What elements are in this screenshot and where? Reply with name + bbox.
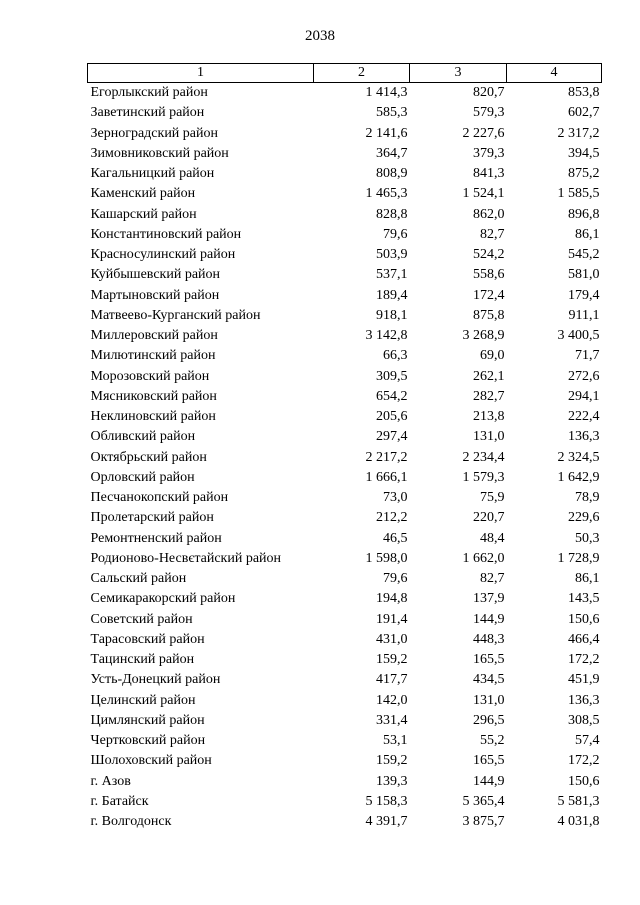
value-cell-col-4: 5 581,3 xyxy=(557,793,600,809)
value-cell-col-3: 1 579,3 xyxy=(462,469,505,485)
district-name-cell: Орловский район xyxy=(90,469,195,485)
value-cell-col-4: 222,4 xyxy=(568,409,600,425)
page-number: 2038 xyxy=(305,28,335,44)
table-header xyxy=(88,64,602,83)
value-cell-col-2: 46,5 xyxy=(383,530,408,546)
value-cell-col-3: 524,2 xyxy=(473,247,505,263)
table-row xyxy=(88,772,602,792)
district-name-cell: Мартыновский район xyxy=(90,287,220,303)
value-cell-col-2: 3 142,8 xyxy=(365,328,408,344)
table-row xyxy=(88,286,602,306)
value-cell-col-2: 53,1 xyxy=(383,733,408,749)
district-name-cell: Тацинский район xyxy=(90,652,195,668)
value-cell-col-4: 3 400,5 xyxy=(557,328,600,344)
value-cell-col-2: 2 141,6 xyxy=(365,125,408,141)
value-cell-col-2: 5 158,3 xyxy=(365,793,408,809)
value-cell-col-2: 139,3 xyxy=(376,773,408,789)
district-name-cell: Егорлыкский район xyxy=(90,85,208,101)
value-cell-col-4: 853,8 xyxy=(568,85,600,101)
value-cell-col-2: 1 598,0 xyxy=(365,550,408,566)
value-cell-col-4: 136,3 xyxy=(568,692,600,708)
value-cell-col-2: 654,2 xyxy=(376,388,408,404)
table-row xyxy=(88,367,602,387)
value-cell-col-2: 1 465,3 xyxy=(365,186,408,202)
value-cell-col-3: 82,7 xyxy=(480,571,505,587)
value-cell-col-4: 4 031,8 xyxy=(557,814,600,830)
table-row xyxy=(88,529,602,549)
value-cell-col-2: 189,4 xyxy=(376,287,408,303)
value-cell-col-4: 1 642,9 xyxy=(557,469,600,485)
value-cell-col-3: 75,9 xyxy=(480,490,505,506)
value-cell-col-2: 309,5 xyxy=(376,368,408,384)
table-row xyxy=(88,691,602,711)
table-row xyxy=(88,610,602,630)
district-name-cell: Мясниковский район xyxy=(90,388,217,404)
value-cell-col-3: 172,4 xyxy=(473,287,505,303)
value-cell-col-3: 3 268,9 xyxy=(462,328,505,344)
value-cell-col-4: 896,8 xyxy=(568,206,600,222)
table-row xyxy=(88,83,602,104)
table-row xyxy=(88,751,602,771)
value-cell-col-4: 602,7 xyxy=(568,105,600,121)
value-cell-col-4: 545,2 xyxy=(568,247,600,263)
value-cell-col-4: 1 728,9 xyxy=(557,550,600,566)
table-row xyxy=(88,103,602,123)
table-row xyxy=(88,306,602,326)
value-cell-col-4: 78,9 xyxy=(575,490,600,506)
value-cell-col-2: 364,7 xyxy=(376,145,408,161)
value-cell-col-4: 581,0 xyxy=(568,267,600,283)
value-cell-col-4: 71,7 xyxy=(575,348,600,364)
value-cell-col-4: 86,1 xyxy=(575,571,600,587)
value-cell-col-4: 143,5 xyxy=(568,591,600,607)
value-cell-col-4: 1 585,5 xyxy=(557,186,600,202)
value-cell-col-4: 179,4 xyxy=(568,287,600,303)
value-cell-col-2: 503,9 xyxy=(376,247,408,263)
value-cell-col-4: 57,4 xyxy=(575,733,600,749)
value-cell-col-3: 69,0 xyxy=(480,348,505,364)
table-row xyxy=(88,508,602,528)
value-cell-col-3: 379,3 xyxy=(473,145,505,161)
district-name-cell: Семикаракорский район xyxy=(90,591,236,607)
value-cell-col-3: 82,7 xyxy=(480,226,505,242)
table-body xyxy=(88,83,602,833)
table-row xyxy=(88,731,602,751)
table-row xyxy=(88,792,602,812)
value-cell-col-3: 1 662,0 xyxy=(462,550,505,566)
district-name-cell: Цимлянский район xyxy=(90,712,205,728)
table-row xyxy=(88,407,602,427)
district-name-cell: Зимовниковский район xyxy=(90,145,229,161)
district-name-cell: Усть-Донецкий район xyxy=(90,672,221,688)
value-cell-col-3: 3 875,7 xyxy=(462,814,505,830)
value-cell-col-2: 2 217,2 xyxy=(365,449,408,465)
table-row xyxy=(88,265,602,285)
value-cell-col-4: 172,2 xyxy=(568,753,600,769)
table-row xyxy=(88,488,602,508)
value-cell-col-3: 820,7 xyxy=(473,85,505,101)
value-cell-col-3: 296,5 xyxy=(473,712,505,728)
value-cell-col-2: 808,9 xyxy=(376,166,408,182)
value-cell-col-3: 875,8 xyxy=(473,307,505,323)
value-cell-col-2: 79,6 xyxy=(383,226,408,242)
value-cell-col-2: 331,4 xyxy=(376,712,408,728)
table-row xyxy=(88,711,602,731)
district-name-cell: г. Батайск xyxy=(90,793,149,809)
table-row xyxy=(88,427,602,447)
district-name-cell: Зерноградский район xyxy=(90,125,218,141)
table-row xyxy=(88,812,602,832)
district-name-cell: г. Азов xyxy=(90,773,131,789)
value-cell-col-2: 159,2 xyxy=(376,652,408,668)
column-header-1: 1 xyxy=(88,64,314,83)
value-cell-col-3: 165,5 xyxy=(473,652,505,668)
district-name-cell: Милютинский район xyxy=(90,348,216,364)
table-row xyxy=(88,589,602,609)
district-name-cell: Кашарский район xyxy=(90,206,197,222)
value-cell-col-4: 294,1 xyxy=(568,388,600,404)
value-cell-col-3: 262,1 xyxy=(473,368,505,384)
value-cell-col-4: 136,3 xyxy=(568,429,600,445)
value-cell-col-3: 144,9 xyxy=(473,611,505,627)
value-cell-col-3: 220,7 xyxy=(473,510,505,526)
value-cell-col-3: 144,9 xyxy=(473,773,505,789)
value-cell-col-2: 194,8 xyxy=(376,591,408,607)
table-row xyxy=(88,670,602,690)
value-cell-col-3: 5 365,4 xyxy=(462,793,505,809)
value-cell-col-4: 451,9 xyxy=(568,672,600,688)
value-cell-col-3: 862,0 xyxy=(473,206,505,222)
value-cell-col-4: 150,6 xyxy=(568,773,600,789)
value-cell-col-3: 131,0 xyxy=(473,429,505,445)
value-cell-col-3: 841,3 xyxy=(473,166,505,182)
table-row xyxy=(88,346,602,366)
value-cell-col-4: 50,3 xyxy=(575,530,600,546)
district-name-cell: Неклиновский район xyxy=(90,409,216,425)
value-cell-col-2: 212,2 xyxy=(376,510,408,526)
district-name-cell: Каменский район xyxy=(90,186,196,202)
value-cell-col-2: 537,1 xyxy=(376,267,408,283)
value-cell-col-3: 1 524,1 xyxy=(462,186,505,202)
table-row xyxy=(88,468,602,488)
value-cell-col-4: 875,2 xyxy=(568,166,600,182)
value-cell-col-2: 417,7 xyxy=(376,672,408,688)
value-cell-col-2: 4 391,7 xyxy=(365,814,408,830)
value-cell-col-3: 48,4 xyxy=(480,530,505,546)
value-cell-col-4: 150,6 xyxy=(568,611,600,627)
value-cell-col-4: 308,5 xyxy=(568,712,600,728)
table-row xyxy=(88,184,602,204)
table-row xyxy=(88,630,602,650)
value-cell-col-3: 131,0 xyxy=(473,692,505,708)
value-cell-col-4: 911,1 xyxy=(568,307,600,323)
value-cell-col-2: 66,3 xyxy=(383,348,408,364)
district-name-cell: Заветинский район xyxy=(90,105,205,121)
district-name-cell: Обливский район xyxy=(90,429,196,445)
value-cell-col-2: 159,2 xyxy=(376,753,408,769)
district-name-cell: Куйбышевский район xyxy=(90,267,221,283)
value-cell-col-2: 73,0 xyxy=(383,490,408,506)
value-cell-col-2: 1 414,3 xyxy=(365,85,408,101)
value-cell-col-3: 282,7 xyxy=(473,388,505,404)
value-cell-col-4: 394,5 xyxy=(568,145,600,161)
district-name-cell: Шолоховский район xyxy=(90,753,212,769)
value-cell-col-4: 466,4 xyxy=(568,631,600,647)
value-cell-col-4: 2 324,5 xyxy=(557,449,600,465)
district-name-cell: Морозовский район xyxy=(90,368,210,384)
header-row xyxy=(88,64,602,83)
district-name-cell: Октябрьский район xyxy=(90,449,207,465)
district-name-cell: Кагальницкий район xyxy=(90,166,215,182)
district-name-cell: Чертковский район xyxy=(90,733,206,749)
value-cell-col-2: 297,4 xyxy=(376,429,408,445)
table-row xyxy=(88,448,602,468)
district-name-cell: Советский район xyxy=(90,611,193,627)
value-cell-col-2: 79,6 xyxy=(383,571,408,587)
value-cell-col-2: 828,8 xyxy=(376,206,408,222)
table-row xyxy=(88,225,602,245)
value-cell-col-3: 448,3 xyxy=(473,631,505,647)
value-cell-col-3: 434,5 xyxy=(473,672,505,688)
value-cell-col-3: 2 234,4 xyxy=(462,449,505,465)
value-cell-col-3: 2 227,6 xyxy=(462,125,505,141)
district-name-cell: Целинский район xyxy=(90,692,196,708)
value-cell-col-2: 1 666,1 xyxy=(365,469,408,485)
value-cell-col-2: 431,0 xyxy=(376,631,408,647)
table-row xyxy=(88,650,602,670)
district-name-cell: Константиновский район xyxy=(90,226,242,242)
value-cell-col-3: 213,8 xyxy=(473,409,505,425)
district-name-cell: Песчанокопский район xyxy=(90,490,229,506)
table-row xyxy=(88,549,602,569)
value-cell-col-4: 272,6 xyxy=(568,368,600,384)
district-name-cell: Тарасовский район xyxy=(90,631,205,647)
value-cell-col-2: 191,4 xyxy=(376,611,408,627)
table-row xyxy=(88,326,602,346)
value-cell-col-2: 585,3 xyxy=(376,105,408,121)
table-row xyxy=(88,164,602,184)
district-name-cell: Сальский район xyxy=(90,571,187,587)
district-name-cell: Красносулинский район xyxy=(90,247,236,263)
district-name-cell: г. Волгодонск xyxy=(90,814,172,830)
data-table xyxy=(87,63,602,832)
district-name-cell: Пролетарский район xyxy=(90,510,214,526)
table-row xyxy=(88,387,602,407)
value-cell-col-3: 55,2 xyxy=(480,733,505,749)
table-row xyxy=(88,124,602,144)
district-name-cell: Родионово-Несвєтайский район xyxy=(90,550,282,566)
value-cell-col-2: 142,0 xyxy=(376,692,408,708)
column-header-4: 4 xyxy=(507,64,602,83)
table-row xyxy=(88,569,602,589)
table-row xyxy=(88,245,602,265)
value-cell-col-3: 137,9 xyxy=(473,591,505,607)
column-header-2: 2 xyxy=(314,64,410,83)
value-cell-col-2: 918,1 xyxy=(376,307,408,323)
value-cell-col-3: 165,5 xyxy=(473,753,505,769)
value-cell-col-4: 172,2 xyxy=(568,652,600,668)
table-row xyxy=(88,205,602,225)
value-cell-col-3: 558,6 xyxy=(473,267,505,283)
column-header-3: 3 xyxy=(410,64,507,83)
value-cell-col-4: 2 317,2 xyxy=(557,125,600,141)
value-cell-col-2: 205,6 xyxy=(376,409,408,425)
district-name-cell: Матвеево-Курганский район xyxy=(90,307,261,323)
district-name-cell: Миллеровский район xyxy=(90,328,218,344)
value-cell-col-4: 86,1 xyxy=(575,226,600,242)
table-row xyxy=(88,144,602,164)
value-cell-col-3: 579,3 xyxy=(473,105,505,121)
value-cell-col-4: 229,6 xyxy=(568,510,600,526)
district-name-cell: Ремонтненский район xyxy=(90,530,222,546)
